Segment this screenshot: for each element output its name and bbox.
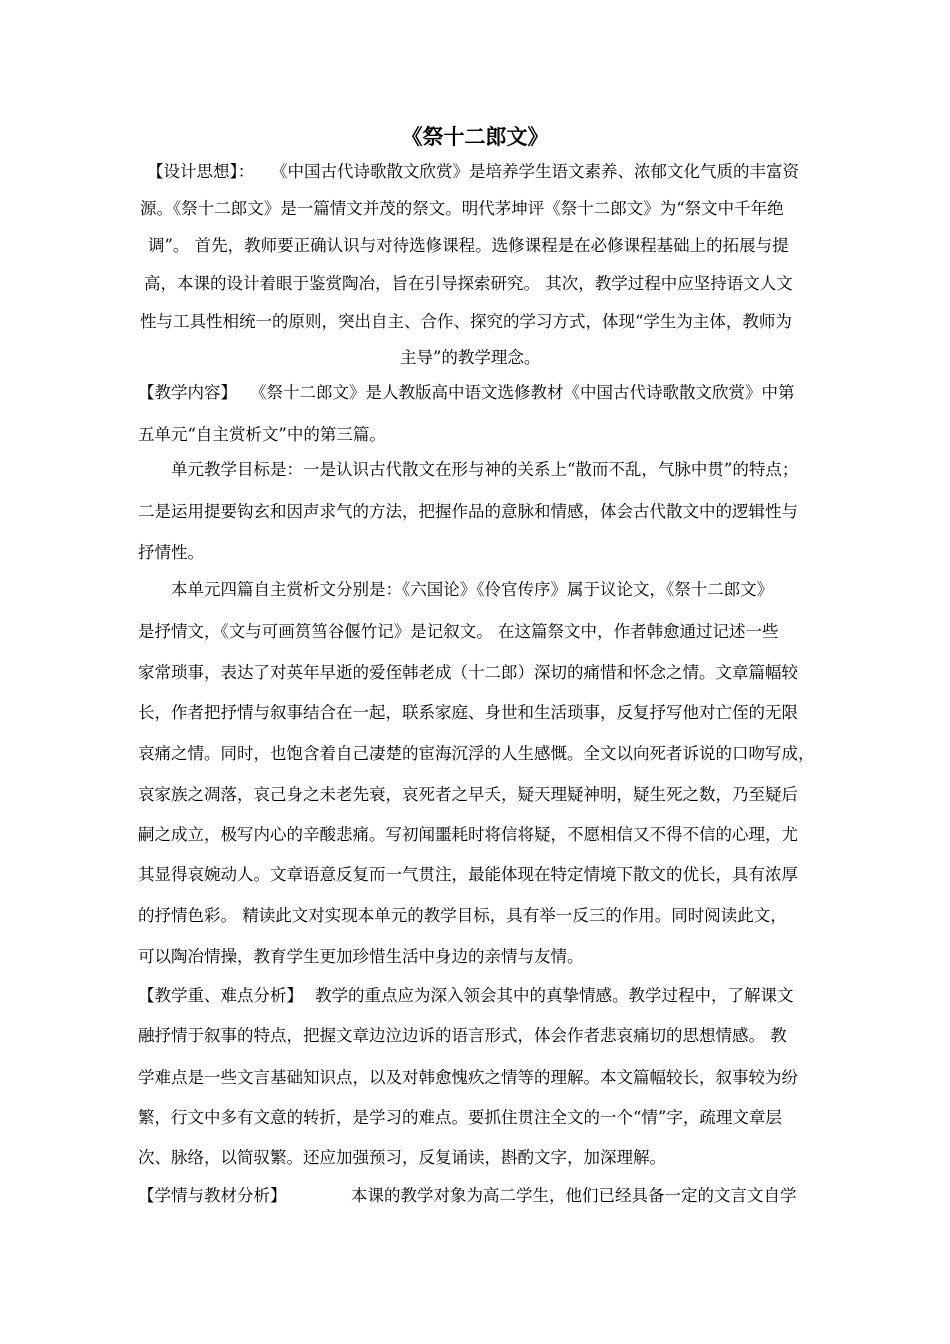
unit-line-6: 哀家族之凋落，哀己身之未老先衰，哀死者之早夭，疑天理疑神明，疑生死之数，乃至疑后	[138, 785, 798, 804]
unit-line-2: 是抒情文，《文与可画筼筜谷偃竹记》是记叙文。 在这篇祭文中，作者韩愈通过记述一些	[138, 622, 779, 641]
document-title: 《祭十二郎文》	[401, 125, 549, 149]
section-label-analysis: 【学情与教材分析】	[138, 1186, 287, 1205]
unit-line-8: 其显得哀婉动人。文章语意反复而一气贯注，最能体现在特定情境下散文的优长，具有浓厚	[138, 865, 798, 884]
design-line-6: 主导”的教学理念。	[400, 348, 541, 367]
unit-line-7: 嗣之成立，极写内心的辛酸悲痛。写初闻噩耗时将信将疑，不愿相信又不得不信的心理，尤	[138, 825, 798, 844]
keypoints-line-5: 次、脉络，以简驭繁。还应加强预习，反复诵读，斟酌文字，加深理解。	[138, 1148, 666, 1167]
keypoints-line-2: 融抒情于叙事的特点，把握文章边泣边诉的语言形式，体会作者悲哀痛切的思想情感。 教	[138, 1026, 787, 1045]
design-line-5: 性与工具性相统一的原则，突出自主、合作、探究的学习方式，体现“学生为主体，教师为	[140, 312, 792, 331]
unit-line-3: 家常琐事，表达了对英年早逝的爱侄韩老成（十二郎）深切的痛惜和怀念之情。文章篇幅较	[138, 663, 798, 682]
unit-line-10: 可以陶冶情操，教育学生更加珍惜生活中身边的亲情与友情。	[138, 947, 584, 966]
section-label-content: 【教学内容】	[138, 383, 237, 402]
section-label-keypoints: 【教学重、难点分析】	[138, 986, 303, 1005]
content-line-2: 五单元“自主赏析文”中的第三篇。	[138, 425, 386, 444]
design-line-2: 源。《祭十二郎文》是一篇情文并茂的祭文。明代茅坤评《祭十二郎文》为“祭文中千年绝	[140, 199, 784, 218]
goal-line-3: 抒情性。	[138, 543, 204, 562]
keypoints-line-4: 繁，行文中多有文意的转折，是学习的难点。要抓住贯注全文的一个“情”字，疏理文章层	[138, 1108, 782, 1127]
content-line-1: 《祭十二郎文》是人教版高中语文选修教材《中国古代诗歌散文欣赏》中第	[250, 383, 795, 402]
unit-line-1: 本单元四篇自主赏析文分别是：《六国论》《伶官传序》属于议论文，《祭十二郎文》	[171, 580, 774, 599]
goal-line-1: 单元教学目标是：一是认识古代散文在形与神的关系上“散而不乱，气脉中贯”的特点；	[171, 460, 799, 479]
analysis-line-1: 本课的教学对象为高二学生，他们已经具备一定的文言文自学	[351, 1186, 797, 1205]
design-line-4: 高，本课的设计着眼于鉴赏陶冶，旨在引导探索研究。 其次，教学过程中应坚持语文人文	[144, 274, 793, 293]
unit-line-5: 哀痛之情。同时，也饱含着自己凄楚的宦海沉浮的人生感慨。全文以向死者诉说的口吻写成，	[138, 744, 815, 763]
design-line-3: 调”。 首先，教师要正确认识与对待选修课程。选修课程是在必修课程基础上的拓展与提	[148, 236, 789, 255]
goal-line-2: 二是运用提要钩玄和因声求气的方法，把握作品的意脉和情感，体会古代散文中的逻辑性与	[138, 502, 798, 521]
section-label-design: 【设计思想】：	[147, 162, 255, 181]
design-line-1: 《中国古代诗歌散文欣赏》是培养学生语文素养、浓郁文化气质的丰富资	[271, 162, 799, 181]
unit-line-4: 长，作者把抒情与叙事结合在一起，联系家庭、身世和生活琐事，反复抒写他对亡侄的无限	[138, 703, 798, 722]
keypoints-line-3: 学难点是一些文言基础知识点，以及对韩愈愧疚之情等的理解。本文篇幅较长，叙事较为纷	[138, 1068, 798, 1087]
keypoints-line-1: 教学的重点应为深入领会其中的真挚情感。教学过程中，了解课文	[315, 986, 794, 1005]
unit-line-9: 的抒情色彩。 精读此文对实现本单元的教学目标，具有举一反三的作用。同时阅读此文，	[138, 906, 787, 925]
